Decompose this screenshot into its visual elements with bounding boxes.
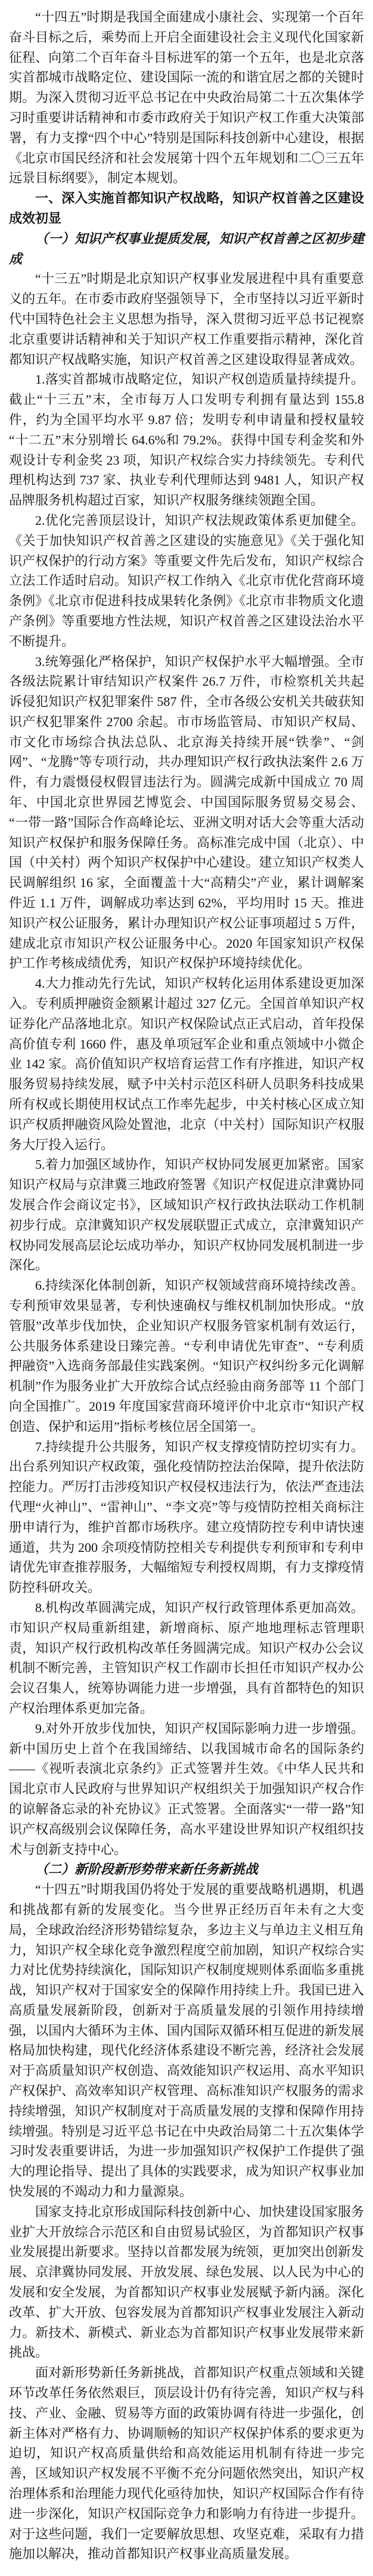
paragraph-13th-fyp-overview: “十三五”时期是北京知识产权事业发展进程中具有重要意义的五年。在市委市政府坚强领导下，全市坚持以习近平新时代中国特色社会主义思想为指导，深入贯彻习近平总书记视察北京重要讲话精神和关于知识产权工作重要指示精神，深化首都知识产权战略实施，知识产权首善之区建设取得显著成效。	[9, 271, 364, 367]
achievement-item-3: 3.统筹强化严格保护，知识产权保护水平大幅增强。全市各级法院累计审结知识产权案件 26.7 万件，市检察机关共起诉侵犯知识产权犯罪案件 587 件，全市各级公安机关共破获知识产权犯罪案件 2700 余起。市市场监管局、市知识产权局、市文化市场综合执法总队、北京海关持续开展“铁拳”、“剑网”、“龙腾”等专项行动，共办理知识产权行政执法案件 2.6 万件，有力震慑侵权假冒违法行为。圆满完成新中国成立 70 周年、中国北京世界园艺博览会、中国国际服务贸易交易会、“一带一路”国际合作高峰论坛、亚洲文明对话大会等重大活动知识产权保护和服务保障任务。高标准完成中国（北京）、中国（中关村）两个知识产权保护中心建设。建立知识产权类人民调解组织 16 家，全面覆盖十大“高精尖”产业，累计调解案件近 1.1 万件，调解成功率达到 62%，平均用时 15 天。推进知识产权公证服务，累计办理知识产权公证事项超过 5 万件，建成北京市知识产权公证服务中心。2020 年国家知识产权保护工作考核成绩优秀，知识产权保护环境持续优化。	[9, 654, 364, 971]
achievement-item-4: 4.大力推动先行先试，知识产权转化运用体系建设更加深入。专利质押融资金额累计超过 327 亿元。全国首单知识产权证券化产品落地北京。知识产权保险试点正式启动，首年投保高价值专利 1660 件，惠及单项冠军企业和重点领域中小微企业 142 家。高价值知识产权培育运营工作有序推进，知识产权服务贸易持续发展，赋予中关村示范区科研人员职务科技成果所有权或长期使用权试点工作率先起步，中关村核心区成立知识产权质押融资风险处置池，北京（中关村）国际知识产权服务大厅投入运行。	[9, 976, 364, 1152]
paragraph-14th-fyp-situation: “十四五”时期我国仍将处于发展的重要战略机遇期，机遇和挑战都有新的发展变化。当今世界正经历百年未有之大变局，全球政治经济形势错综复杂，多边主义与单边主义相互角力，知识产权全球化竞争激烈程度空前加剧，知识产权综合实力对比优势持续演化，国际知识产权制度规则体系面临多重挑战，知识产权对于国家安全的保障作用持续上升。我国已进入高质量发展新阶段，创新对于高质量发展的引领作用持续增强，以国内大循环为主体、国内国际双循环相互促进的新发展格局加快构建，现代化经济体系建设不断完善，经济社会发展对于高质量知识产权创造、高效能知识产权运用、高水平知识产权保护、高效率知识产权管理、高标准知识产权服务的需求持续增强，知识产权制度对于高质量发展的支撑和保障作用持续增强。特别是习近平总书记在中央政治局第二十五次集体学习时发表重要讲话，为进一步加强知识产权保护工作提供了强大的理论指导、提出了具体的实践要求，成为知识产权事业加快发展的不竭动力和力量源泉。	[9, 1882, 364, 2199]
achievement-item-6: 6.持续深化体制创新，知识产权领域营商环境持续改善。专利预审效果显著，专利快速确权与维权机制加快形成。“放管服”改革步伐加快，企业知识产权服务管家机制有效运行，公共服务体系建设日臻完善。“专利申请优先审查”、“专利质押融资”入选商务部最佳实践案例。“知识产权纠纷多元化调解机制”作为服务业扩大开放综合试点经验由商务部等 11 个部门向全国推广。2019 年度国家营商环境评价中北京市“知识产权创造、保护和运用”指标考核位居全国第一。	[9, 1278, 364, 1434]
achievement-item-1: 1.落实首都城市战略定位，知识产权创造质量持续提升。截止“十三五”末，全市每万人口发明专利拥有量达到 155.8 件，约为全国平均水平 9.87 倍；发明专利申请量和授权量较“十二五”末分别增长 64.6%和 79.2%。获得中国专利金奖和外观设计专利金奖 23 项，知识产权综合实力持续领先。专利代理机构达到 737 家、执业专利代理师达到 9481 人，知识产权品牌服务机构超过百家，知识产权服务继续领跑全国。	[9, 372, 364, 508]
achievement-item-2: 2.优化完善顶层设计，知识产权法规政策体系更加健全。《关于加快知识产权首善之区建设的实施意见》《关于强化知识产权保护的行动方案》等重要文件先后发布，知识产权综合立法工作适时启动。知识产权工作纳入《北京市优化营商环境条例》《北京市促进科技成果转化条例》《北京市非物质文化遗产条例》等重要地方性法规，知识产权首善之区建设法治水平不断提升。	[9, 512, 364, 649]
paragraph-challenges: 面对新形势新任务新挑战，首都知识产权重点领域和关键环节改革任务依然艰巨，顶层设计仍有待完善，知识产权与科技、产业、金融、贸易等方面的政策协调有待进一步强化，创新主体对严格有力、协调顺畅的知识产权保护体系的要求更为迫切，知识产权高质量供给和高效能运用机制有待进一步完善，区域知识产权发展不平衡不充分问题依然突出，知识产权治理体系和治理能力现代化亟待加快，知识产权国际合作有待进一步深化，知识产权国际竞争力和影响力有待进一步提升。对于这些问题，我们一定要解放思想、攻坚克难，采取有力措施加以解决，推动首都知识产权事业高质量发展。	[9, 2365, 364, 2562]
subsection-2-heading: （二）新阶段新形势带来新任务新挑战	[35, 1862, 259, 1877]
achievement-item-5: 5.着力加强区域协作，知识产权协同发展更加紧密。国家知识产权局与京津冀三地政府签署《知识产权促进京津冀协同发展合作会商议定书》，区域知识产权行政执法联动工作机制初步行成。京津冀知识产权发展联盟正式成立，京津冀知识产权协同发展高层论坛成功举办，知识产权协同发展机制进一步深化。	[9, 1157, 364, 1273]
section-1-heading: 一、深入实施首都知识产权战略，知识产权首善之区建设成效初显	[9, 191, 364, 226]
achievement-item-9: 9.对外开放步伐加快，知识产权国际影响力进一步增强。新中国历史上首个在我国缔结、以我国城市命名的国际条约——《视听表演北京条约》正式签署并生效。《中华人民共和国北京市人民政府与世界知识产权组织关于加强知识产权合作的谅解备忘录的补充协议》正式签署。全面落实“一带一路”知识产权高级别会议保障任务，高水平建设世界知识产权组织技术与创新支持中心。	[9, 1721, 364, 1857]
subsection-1-heading: （一）知识产权事业提质发展，知识产权首善之区初步建成	[9, 231, 364, 266]
intro-paragraph: “十四五”时期是我国全面建成小康社会、实现第一个百年奋斗目标之后，乘势而上开启全面建设社会主义现代化国家新征程、向第二个百年奋斗目标进军的第一个五年，也是北京落实首都城市战略定位、建设国际一流的和谐宜居之都的关键时期。为深入贯彻习近平总书记在中央政治局第二十五次集体学习时重要讲话精神和市委市政府关于知识产权工作重大决策部署，有力支撑“四个中心”特别是国际科技创新中心建设，根据《北京市国民经济和社会发展第十四个五年规划和二〇三五年远景目标纲要》，制定本规划。	[9, 10, 364, 186]
achievement-item-7: 7.持续提升公共服务，知识产权支撑疫情防控切实有力。出台系列知识产权政策，强化疫情防控法治保障，提升依法防控能力。严厉打击涉疫知识产权侵权违法行为，依法严查违法代理“火神山”、“雷神山”、“李文亮”等与疫情防控相关商标注册申请行为，维护首都市场秩序。建立疫情防控专利申请快速通道，共为 200 余项疫情防控相关专利提供专利预审和专利申请优先审查推荐服务，大幅缩短专利授权周期，有力支撑疫情防控科研攻关。	[9, 1439, 364, 1595]
achievement-item-8: 8.机构改革圆满完成，知识产权行政管理体系更加高效。市知识产权局重新组建，新增商标、原产地地理标志管理职责，知识产权行政机构改革任务圆满完成。知识产权办公会议机制不断完善，主管知识产权工作副市长担任市知识产权办公会议召集人，统筹协调能力进一步增强，具有首都特色的知识产权治理体系更加完备。	[9, 1600, 364, 1716]
paragraph-national-support: 国家支持北京形成国际科技创新中心、加快建设国家服务业扩大开放综合示范区和自由贸易试验区，为首都知识产权事业发展提出新要求。坚持以首都发展为统领，更加突出创新发展、京津冀协同发展、开放发展、绿色发展、以人民为中心的发展和安全发展，为首都知识产权事业发展赋予新内涵。深化改革、扩大开放、包容发展为首都知识产权事业发展注入新动力。新技术、新模式、新业态为首都知识产权事业发展带来新挑战。	[9, 2204, 364, 2360]
